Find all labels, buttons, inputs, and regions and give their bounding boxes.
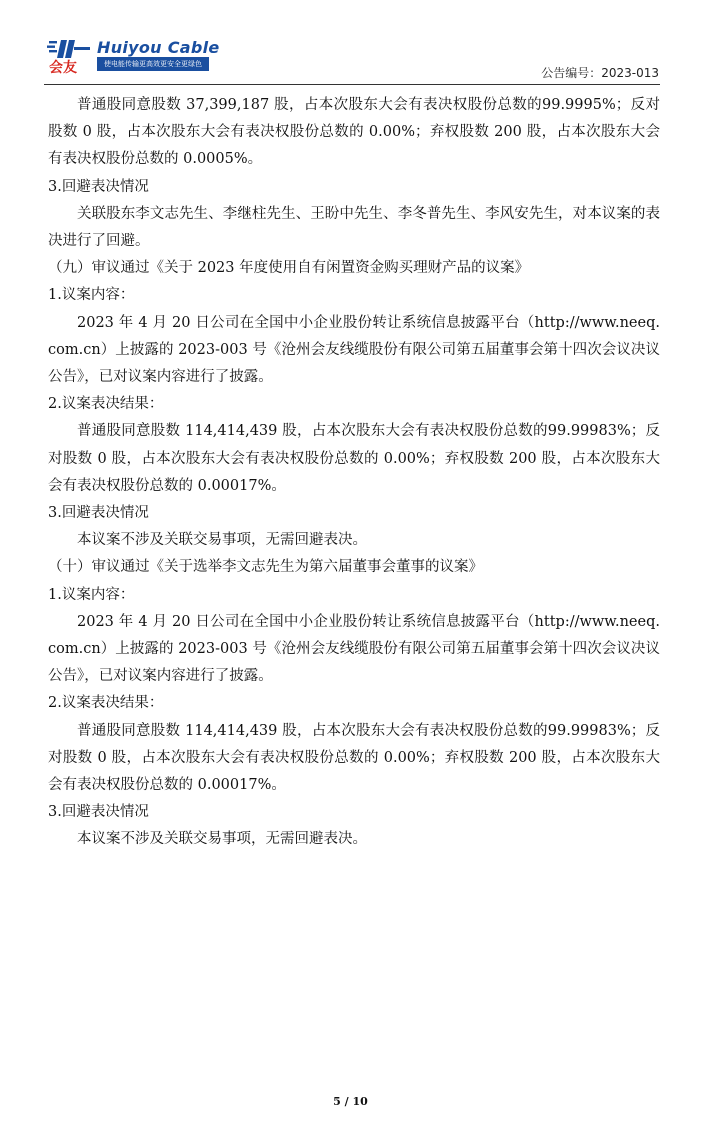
proposal-heading: （十）审议通过《关于选举李文志先生为第六届董事会董事的议案》 — [48, 559, 483, 576]
announcement-number: 公告编号：2023-013 — [541, 66, 659, 80]
section-subheading: 3.回避表决情况 — [48, 505, 149, 522]
proposal-content-paragraph: 2023 年 4 月 20 日公司在全国中小企业股份转让系统信息披露平台（http://www.neeq.com.cn）上披露的 2023-003 号《沧州会友线缆股份有限公司第五届董事会第十四次会议决议公告》，已对议案内容进行了披露。 — [48, 613, 660, 685]
page-number: 5 / 10 — [333, 1095, 368, 1108]
section-subheading: 1.议案内容： — [48, 586, 135, 603]
logo-slogan: 使电能传输更高效更安全更绿色 — [97, 57, 209, 71]
vote-result-paragraph: 普通股同意股数 37,399,187 股，占本次股东大会有表决权股份总数的99.9995%；反对股数 0 股，占本次股东大会有表决权股份总数的 0.00%；弃权股数 200 股，占本次股东大会有表决权股份总数的 0.0005%。 — [48, 97, 660, 168]
logo-brand-name: Huiyou Cable — [97, 38, 220, 57]
recusal-paragraph: 本议案不涉及关联交易事项，无需回避表决。 — [77, 532, 367, 549]
company-logo-icon — [47, 38, 93, 74]
page-header — [0, 0, 701, 86]
header-divider — [44, 84, 660, 85]
section-subheading: 3.回避表决情况 — [48, 804, 149, 821]
vote-result-paragraph: 普通股同意股数 114,414,439 股，占本次股东大会有表决权股份总数的99.99983%；反对股数 0 股，占本次股东大会有表决权股份总数的 0.00%；弃权股数 200 股，占本次股东大会有表决权股份总数的 0.00017%。 — [48, 423, 660, 494]
section-subheading: 1.议案内容： — [48, 287, 135, 304]
section-subheading: 2.议案表决结果： — [48, 695, 164, 712]
proposal-content-paragraph: 2023 年 4 月 20 日公司在全国中小企业股份转让系统信息披露平台（http://www.neeq.com.cn）上披露的 2023-003 号《沧州会友线缆股份有限公司第五届董事会第十四次会议决议公告》，已对议案内容进行了披露。 — [48, 314, 660, 386]
vote-result-paragraph: 普通股同意股数 114,414,439 股，占本次股东大会有表决权股份总数的99.99983%；反对股数 0 股，占本次股东大会有表决权股份总数的 0.00%；弃权股数 200 股，占本次股东大会有表决权股份总数的 0.00017%。 — [48, 722, 660, 794]
proposal-heading: （九）审议通过《关于 2023 年度使用自有闲置资金购买理财产品的议案》 — [48, 260, 530, 277]
section-subheading: 3.回避表决情况 — [48, 178, 149, 195]
recusal-paragraph: 本议案不涉及关联交易事项，无需回避表决。 — [77, 831, 367, 848]
section-subheading: 2.议案表决结果： — [48, 396, 164, 413]
recusal-paragraph: 关联股东李文志先生、李继柱先生、王盼中先生、李冬普先生、李风安先生，对本议案的表决进行了回避。 — [48, 205, 660, 250]
logo-chinese-text: 会友 — [49, 60, 77, 74]
document-body — [48, 92, 660, 854]
